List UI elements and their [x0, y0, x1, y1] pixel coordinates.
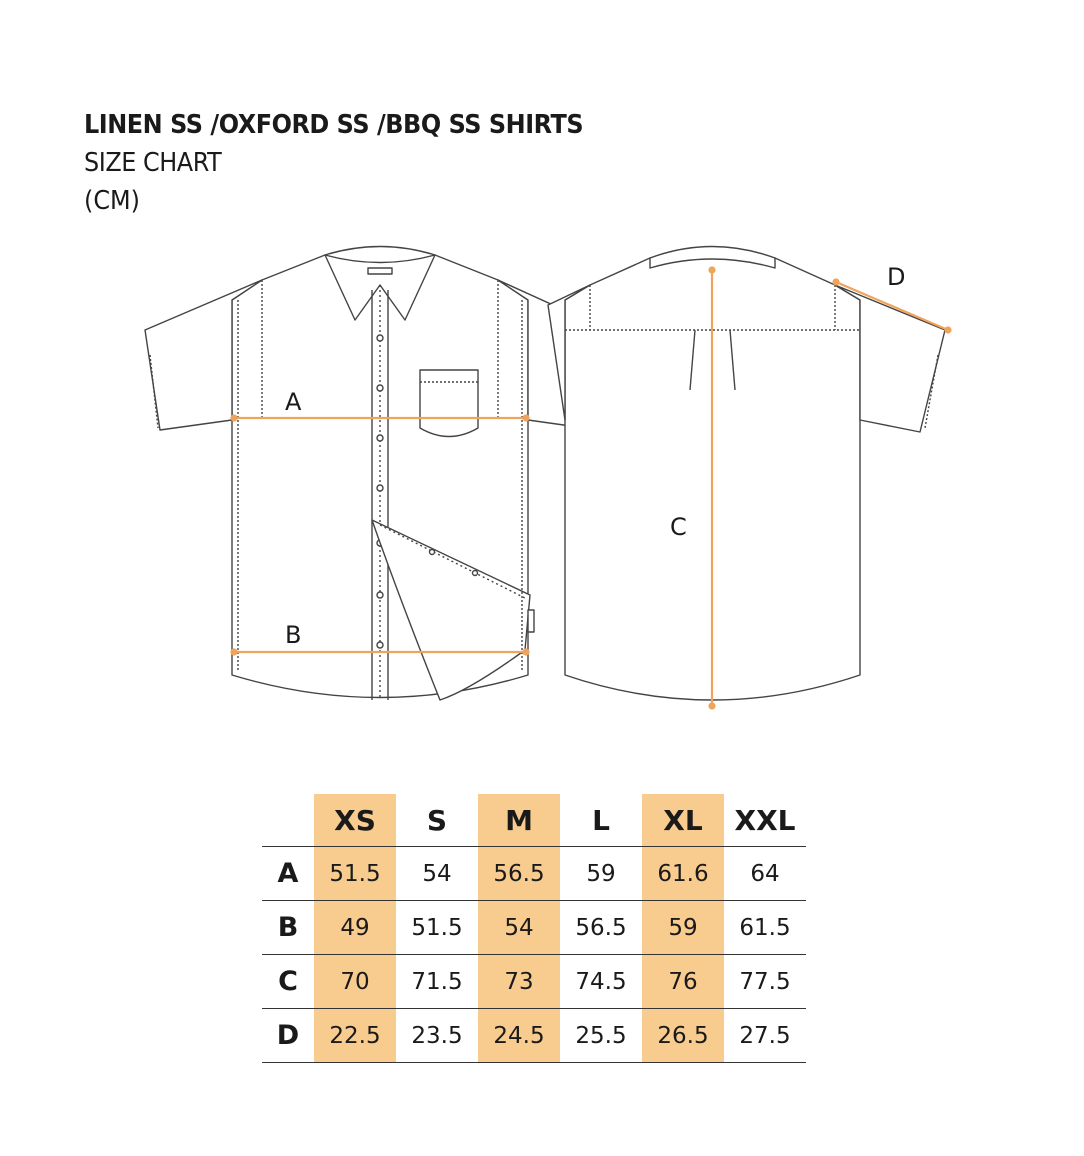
page-title: LINEN SS /OXFORD SS /BBQ SS SHIRTS [84, 110, 584, 140]
row-label: A [262, 847, 314, 901]
table-cell: 54 [478, 901, 560, 955]
unit-label: (CM) [84, 186, 141, 216]
table-cell: 73 [478, 955, 560, 1009]
table-cell: 49 [314, 901, 396, 955]
table-cell: 27.5 [724, 1009, 806, 1063]
size-header-s: S [426, 803, 448, 837]
table-cell: 61.5 [724, 901, 806, 955]
table-row [262, 1009, 806, 1063]
table-cell: 51.5 [314, 847, 396, 901]
row-label: B [262, 901, 314, 955]
table-cell: 61.6 [642, 847, 724, 901]
back-shirt-illustration [548, 247, 945, 701]
size-table [262, 794, 806, 1063]
table-row [262, 847, 806, 901]
size-header-row [262, 794, 806, 847]
table-cell: 59 [642, 901, 724, 955]
table-row [262, 955, 806, 1009]
label-d: D [887, 263, 906, 291]
size-header-xxl: XXL [734, 803, 796, 837]
table-cell: 56.5 [478, 847, 560, 901]
table-cell: 24.5 [478, 1009, 560, 1063]
front-shirt-illustration [145, 247, 608, 701]
label-a: A [285, 388, 302, 416]
size-header-xl: XL [642, 794, 724, 847]
table-cell: 51.5 [396, 901, 478, 955]
size-header-m: M [478, 794, 560, 847]
page-subtitle: SIZE CHART [84, 148, 222, 178]
table-cell: 25.5 [560, 1009, 642, 1063]
table-row [262, 901, 806, 955]
row-label: D [262, 1009, 314, 1063]
table-cell: 74.5 [560, 955, 642, 1009]
table-cell: 23.5 [396, 1009, 478, 1063]
label-b: B [285, 621, 302, 649]
table-corner [262, 794, 314, 847]
table-cell: 56.5 [560, 901, 642, 955]
table-cell: 26.5 [642, 1009, 724, 1063]
size-header-xs: XS [314, 794, 396, 847]
table-cell: 22.5 [314, 1009, 396, 1063]
table-cell: 59 [560, 847, 642, 901]
table-cell: 54 [396, 847, 478, 901]
table-cell: 76 [642, 955, 724, 1009]
label-c: C [670, 513, 687, 541]
size-header-l: L [592, 803, 610, 837]
table-cell: 77.5 [724, 955, 806, 1009]
row-label: C [262, 955, 314, 1009]
table-cell: 71.5 [396, 955, 478, 1009]
table-cell: 64 [724, 847, 806, 901]
table-cell: 70 [314, 955, 396, 1009]
